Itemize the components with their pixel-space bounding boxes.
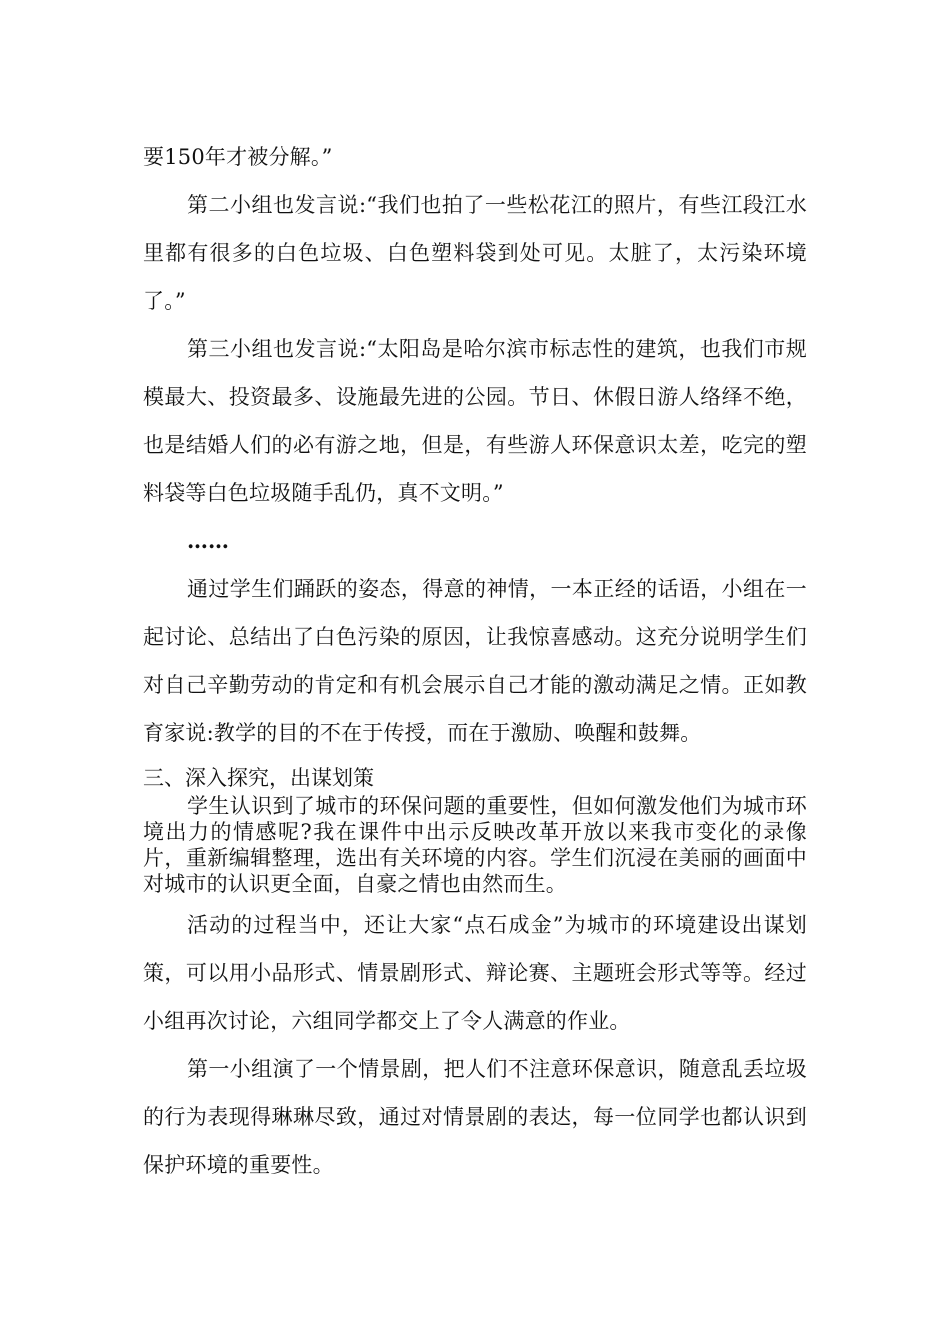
section-heading-three: 三、深入探究，出谋划策 — [143, 766, 374, 790]
paragraph-group-one: 第一小组演了一个情景剧，把人们不注意环保意识，随意乱丢垃圾的行为表现得琳琳尽致，通过对情景剧的表达，每一位同学也都认识到保护环境的重要性。 — [143, 1057, 807, 1177]
paragraph-reflection: 通过学生们踊跃的姿态，得意的神情，一本正经的话语，小组在一起讨论、总结出了白色污染的原因，让我惊喜感动。这充分说明学生们对自己辛勤劳动的肯定和有机会展示自己才能的激动满足之情。正如教育家说:教学的目的不在于传授，而在于激励、唤醒和鼓舞。 — [143, 577, 807, 745]
paragraph-continuation: 要150年才被分解。” — [143, 145, 333, 169]
paragraph-inquiry: 学生认识到了城市的环保问题的重要性，但如何激发他们为城市环境出力的情感呢?我在课件中出示反映改革开放以来我市变化的录像片，重新编辑整理，选出有关环境的内容。学生们沉浸在美丽的画面中对城市的认识更全面，自豪之情也由然而生。 — [143, 794, 807, 896]
paragraph-group-two: 第二小组也发言说:“我们也拍了一些松花江的照片，有些江段江水里都有很多的白色垃圾、白色塑料袋到处可见。太脏了，太污染环境了。” — [143, 193, 807, 313]
ellipsis: …… — [187, 528, 229, 553]
paragraph-activity: 活动的过程当中，还让大家“点石成金”为城市的环境建设出谋划策，可以用小品形式、情景剧形式、辩论赛、主题班会形式等等。经过小组再次讨论，六组同学都交上了令人满意的作业。 — [143, 913, 807, 1033]
paragraph-group-three: 第三小组也发言说:“太阳岛是哈尔滨市标志性的建筑，也我们市规模最大、投资最多、设施最先进的公园。节日、休假日游人络绎不绝，也是结婚人们的必有游之地，但是，有些游人环保意识太差，吃完的塑料袋等白色垃圾随手乱仍，真不文明。” — [143, 337, 807, 505]
